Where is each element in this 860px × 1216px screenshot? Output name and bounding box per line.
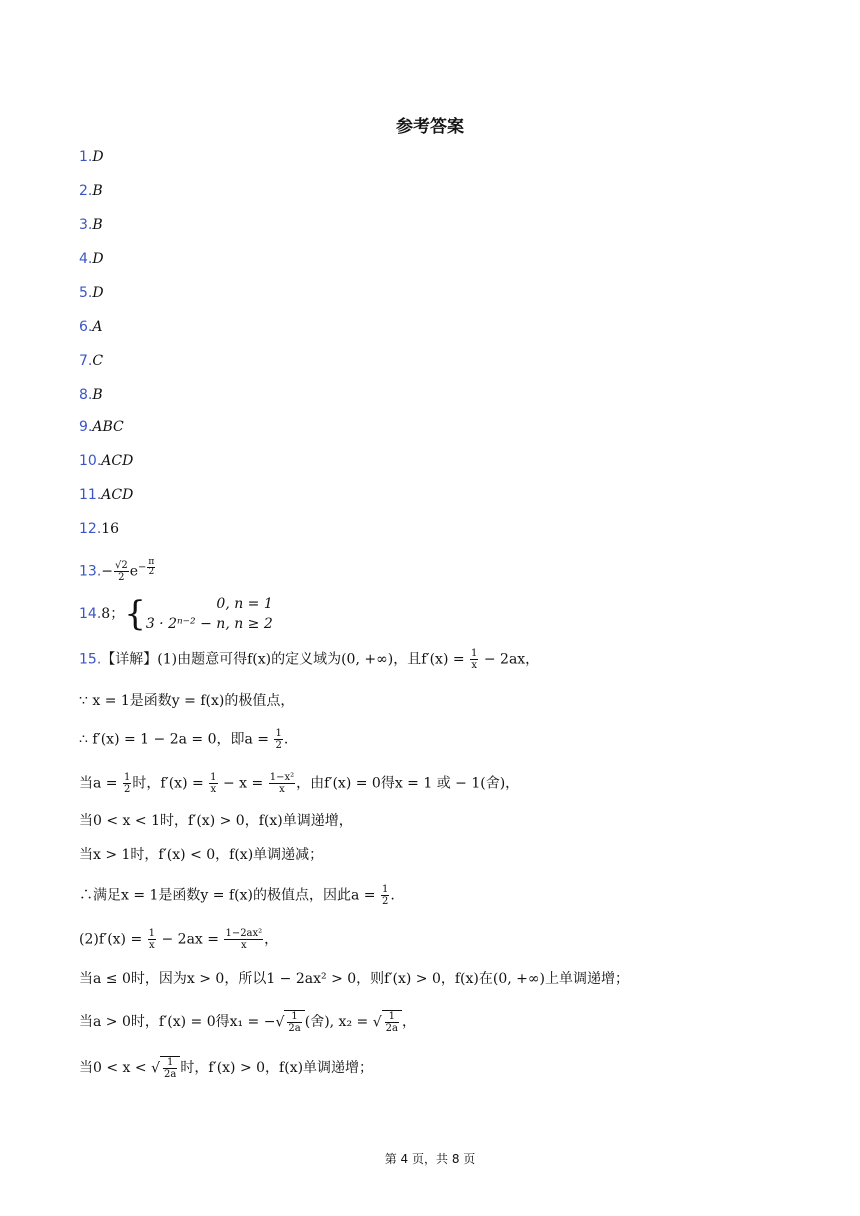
solution-15-line-7: ∴满足x = 1是函数y = f(x)的极值点，因此a = $\frac{1}{2}$ .	[79, 884, 395, 907]
solution-15-line-11: 当0 < x < √ $\frac{1}{2a}$ 时，f′(x) > 0，f(x)单调递增；	[79, 1057, 374, 1080]
answer-3	[79, 216, 103, 234]
answer-number: 2.	[79, 183, 93, 199]
answer-value: B	[92, 183, 103, 199]
answer-4	[79, 250, 104, 268]
answer-value: ACD	[101, 453, 134, 469]
answer-value: B	[92, 217, 103, 233]
answer-number: 3.	[79, 217, 93, 233]
fraction: $\frac{√2}{2}$	[115, 560, 128, 584]
solution-15-line-8: (2)f′(x) = $\frac{1}{x}$ − 2ax = $\frac{\text{1−2ax²}}{x}$ ，	[79, 928, 279, 951]
answer-value: D	[92, 251, 104, 267]
solution-15-line-4: 当a = $\frac{1}{2}$ 时，f′(x) = $\frac{1}{x}$ − x = $\frac{\text{1−x²}}{x}$ ，由f′(x) = 0得x = 1 或 − 1(舍)，	[79, 772, 520, 795]
answer-2	[79, 182, 103, 200]
sqrt-symbol: √ $\frac{1}{2a}$	[373, 1010, 402, 1034]
piecewise-cases: 0, n = 1 3 · 2ⁿ⁻² − n, n ≥ 2	[145, 596, 273, 632]
answer-1	[79, 148, 104, 166]
answer-6	[79, 318, 102, 336]
answer-value: C	[92, 353, 104, 369]
answer-number: 4.	[79, 251, 93, 267]
solution-15-line-3: ∴ f′(x) = 1 − 2a = 0，即a = $\frac{1}{2}$ .	[79, 728, 289, 751]
answer-number: 11.	[79, 487, 102, 503]
solution-15-line-6: 当x > 1时，f′(x) < 0，f(x)单调递减；	[79, 847, 324, 863]
solution-15-line-2: ∵ x = 1是函数y = f(x)的极值点，	[79, 693, 295, 709]
answer-number: 1.	[79, 149, 93, 165]
answer-9	[79, 418, 124, 436]
answer-number: 10.	[79, 453, 102, 469]
sqrt-symbol: √ $\frac{1}{2a}$	[275, 1010, 304, 1034]
answer-7	[79, 352, 103, 370]
answer-number: 9.	[79, 419, 93, 435]
answer-14: 14.8；{ 0, n = 1 3 · 2ⁿ⁻² − n, n ≥ 2	[79, 594, 273, 634]
answer-number: 7.	[79, 353, 93, 369]
answer-value: ACD	[101, 487, 134, 503]
brace-symbol: {	[124, 594, 146, 634]
page-title: 参考答案	[396, 117, 464, 137]
page-footer: 第 4 页，共 8 页	[384, 1152, 476, 1166]
answer-value: D	[92, 285, 104, 301]
answer-value: A	[92, 319, 103, 335]
solution-15-line-10: 当a > 0时，f′(x) = 0得x₁ = −√ $\frac{1}{2a}$ (舍), x₂ = √ $\frac{1}{2a}$ ，	[79, 1011, 416, 1034]
answer-value: ABC	[92, 419, 124, 435]
solution-15-line-5: 当0 < x < 1时，f′(x) > 0，f(x)单调递增，	[79, 813, 353, 829]
answer-8	[79, 386, 103, 404]
answer-value: 16	[101, 521, 120, 537]
sqrt-symbol: √ $\frac{1}{2a}$	[151, 1056, 180, 1080]
answer-value: D	[92, 149, 104, 165]
answer-12	[79, 520, 119, 538]
answer-11	[79, 486, 133, 504]
answer-value: B	[92, 387, 103, 403]
answer-number: 14.	[79, 606, 102, 622]
answer-13: 13.− $\frac{√2}{2}$ $e^{- \frac{\pi}{2}}$	[79, 557, 155, 584]
answer-number: 6.	[79, 319, 93, 335]
answer-10	[79, 452, 133, 470]
solution-15-line-1: 15.【详解】(1)由题意可得f(x)的定义域为(0, +∞)，且f′(x) = $\frac{1}{x}$ − 2ax，	[79, 648, 540, 671]
solution-15-line-9: 当a ≤ 0时，因为x > 0，所以1 − 2ax² > 0，则f′(x) > 0，f(x)在(0, +∞)上单调递增；	[79, 971, 629, 987]
answer-number: 12.	[79, 521, 102, 537]
answer-5	[79, 284, 104, 302]
answer-number: 8.	[79, 387, 93, 403]
answer-number: 5.	[79, 285, 93, 301]
answer-number: 13.	[79, 563, 102, 580]
